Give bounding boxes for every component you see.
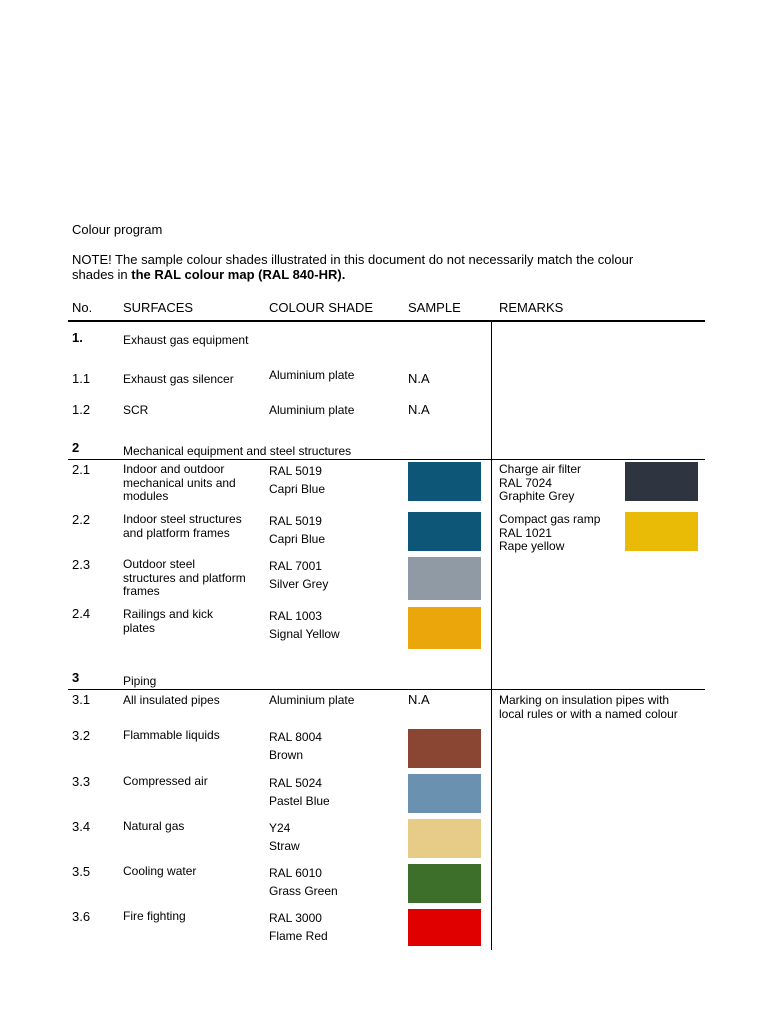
row-no: 2.3 [72,557,91,572]
row-sample-text: N.A [408,402,430,417]
note-line-2-text: shades in [72,267,132,282]
row-shade: RAL 5019 Capri Blue [269,464,326,496]
page-title: Colour program [72,222,163,237]
section-3-rule [68,689,705,690]
row-sample-text: N.A [408,692,430,707]
row-no: 3.3 [72,774,91,789]
row-surface: Flammable liquids [123,728,220,742]
sample-swatch [408,462,481,501]
row-shade: Y24 Straw [269,821,300,853]
row-no: 2.1 [72,462,91,477]
row-shade: Aluminium plate [269,693,355,707]
row-surface: Railings and kick plates [123,607,214,635]
header-sample: SAMPLE [408,300,461,315]
remark-swatch [625,512,698,551]
row-no: 2.2 [72,512,91,527]
sample-swatch [408,909,481,946]
remark-swatch [625,462,698,501]
row-no: 1.2 [72,402,91,417]
header-remarks: REMARKS [499,300,564,315]
header-rule [68,320,705,322]
row-no: 3.4 [72,819,91,834]
remark-insulation-marking: Marking on insulation pipes with local rules or with a named colour [499,693,678,721]
row-shade: RAL 3000 Flame Red [269,911,328,943]
sample-swatch [408,819,481,858]
remarks-divider [491,322,492,950]
row-shade: Aluminium plate [269,403,355,417]
row-sample-text: N.A [408,371,430,386]
header-colour-shade: COLOUR SHADE [269,300,374,315]
note-line-2 [72,268,345,282]
row-no: 1.1 [72,371,91,386]
sample-swatch [408,864,481,903]
section-1-no: 1. [72,330,83,345]
row-surface: SCR [123,403,149,417]
row-shade: Aluminium plate [269,368,355,382]
row-surface: Natural gas [123,819,185,833]
remark-compact-gas-ramp: Compact gas ramp RAL 1021 Rape yellow [499,512,601,553]
row-shade: RAL 5024 Pastel Blue [269,776,330,808]
sample-swatch [408,607,481,649]
section-3-no: 3 [72,670,80,685]
row-surface: Cooling water [123,864,197,878]
remark-charge-air-filter: Charge air filter RAL 7024 Graphite Grey [499,462,582,503]
row-surface: Indoor and outdoor mechanical units and modules [123,462,236,503]
section-3-title: Piping [123,674,157,688]
section-1-title: Exhaust gas equipment [123,333,249,347]
row-surface: Outdoor steel structures and platform frames [123,557,246,598]
row-shade: RAL 6010 Grass Green [269,866,338,898]
row-no: 2.4 [72,606,91,621]
header-surfaces: SURFACES [123,300,194,315]
sample-swatch [408,729,481,768]
row-no: 3.1 [72,692,91,707]
row-surface: Compressed air [123,774,208,788]
sample-swatch [408,774,481,813]
row-no: 3.5 [72,864,91,879]
row-shade: RAL 8004 Brown [269,730,322,762]
sample-swatch [408,512,481,551]
section-2-title: Mechanical equipment and steel structures [123,444,352,458]
section-2-no: 2 [72,440,80,455]
note-line-1: NOTE! The sample colour shades illustrated in this document do not necessarily match the colour [72,252,634,267]
row-surface: All insulated pipes [123,693,220,707]
header-no: No. [72,300,93,315]
row-no: 3.6 [72,909,91,924]
row-no: 3.2 [72,728,91,743]
row-surface: Fire fighting [123,909,186,923]
note-bold-text: the RAL colour map (RAL 840-HR). [131,267,346,282]
row-surface: Indoor steel structures and platform frames [123,512,242,540]
section-2-rule [68,459,705,460]
sample-swatch [408,557,481,600]
row-shade: RAL 1003 Signal Yellow [269,609,340,641]
row-shade: RAL 5019 Capri Blue [269,514,326,546]
row-shade: RAL 7001 Silver Grey [269,559,329,591]
row-surface: Exhaust gas silencer [123,372,234,386]
